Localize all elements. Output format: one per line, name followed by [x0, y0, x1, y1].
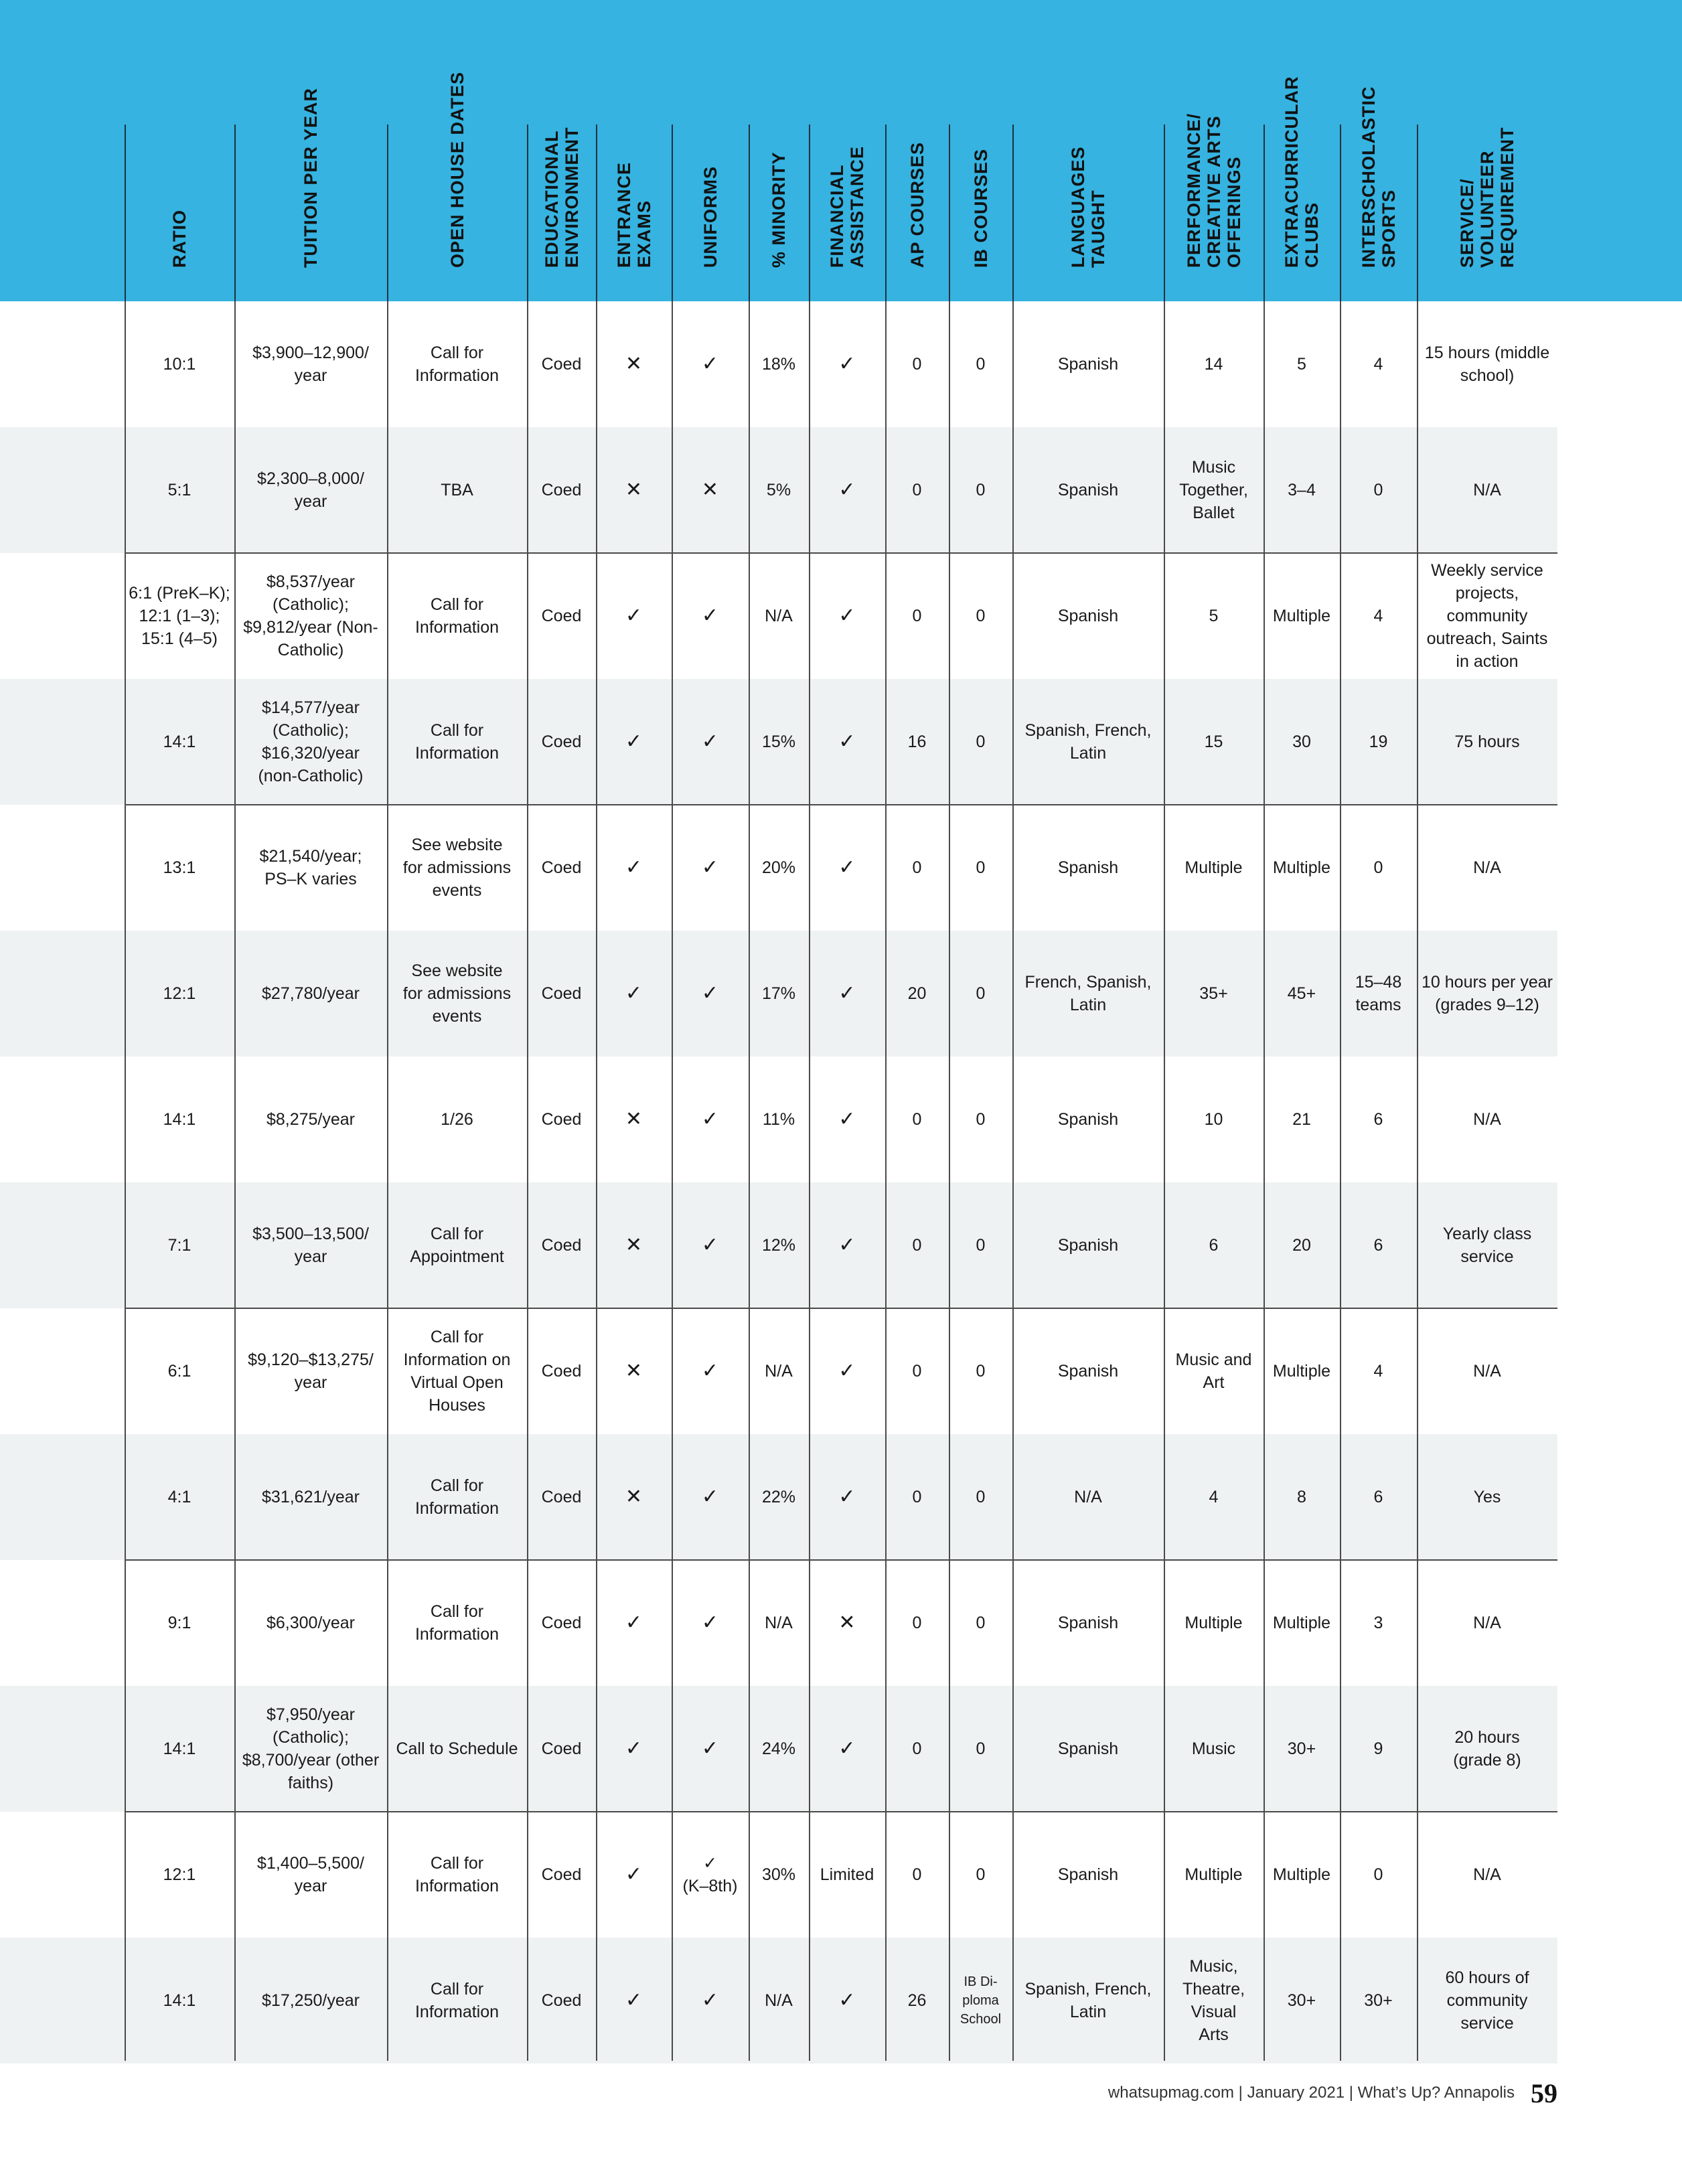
cell-arts: Multiple	[1184, 1614, 1243, 1632]
cell-ratio: 14:1	[163, 1110, 196, 1129]
cell-languages: N/A	[1074, 1488, 1102, 1506]
cell-entrance-exams: ✕	[625, 1108, 643, 1130]
cell-sports: 4	[1373, 607, 1383, 625]
header-divider	[949, 125, 950, 301]
cell-entrance-exams: ✕	[625, 479, 643, 501]
cell-arts: Music, Theatre, Visual Arts	[1182, 1957, 1245, 2044]
cell-environment: Coed	[541, 607, 582, 625]
cell-service: 15 hours (middle school)	[1424, 343, 1550, 385]
cell-tuition: $3,900–12,900/ year	[252, 343, 369, 385]
header-uniforms: UNIFORMS	[700, 166, 720, 268]
cell-minority: 22%	[761, 1488, 796, 1506]
cell-ratio: 6:1 (PreK–K); 12:1 (1–3); 15:1 (4–5)	[129, 584, 230, 648]
cell-entrance-exams: ✕	[625, 1486, 643, 1508]
cell-uniforms: ✓	[701, 1989, 719, 2011]
header-ap-courses: AP COURSES	[907, 141, 927, 268]
cell-ib-courses: 0	[976, 1865, 986, 1884]
cell-tuition: $7,950/year (Catholic); $8,700/year (other faiths)	[242, 1705, 380, 1792]
cell-ib-courses: 0	[976, 984, 986, 1003]
cell-sports: 19	[1369, 732, 1388, 751]
cell-open-house: Call for Information	[414, 1980, 500, 2021]
cell-uniforms: ✓	[701, 982, 719, 1004]
cell-ib-courses: IB Di- ploma School	[960, 1974, 1002, 2027]
cell-arts: Multiple	[1184, 858, 1243, 877]
cell-sports: 3	[1373, 1614, 1383, 1632]
header-languages: LANGUAGES TAUGHT	[1068, 146, 1108, 268]
cell-environment: Coed	[541, 1110, 582, 1129]
cell-minority: N/A	[765, 607, 793, 625]
cell-ap-courses: 0	[912, 1865, 922, 1884]
group-divider	[125, 1811, 1557, 1812]
cell-environment: Coed	[541, 1739, 582, 1758]
cell-languages: Spanish, French, Latin	[1024, 1980, 1152, 2021]
header-service: SERVICE/ VOLUNTEER REQUIREMENT	[1457, 127, 1517, 268]
cell-entrance-exams: ✓	[625, 605, 643, 627]
cell-ratio: 14:1	[163, 1739, 196, 1758]
cell-languages: Spanish	[1057, 607, 1119, 625]
column-divider	[234, 301, 236, 2061]
cell-arts: Music Together, Ballet	[1179, 458, 1248, 522]
cell-ib-courses: 0	[976, 1614, 986, 1632]
cell-service: Yes	[1473, 1488, 1501, 1506]
cell-arts: Music	[1191, 1739, 1236, 1758]
cell-environment: Coed	[541, 1362, 582, 1381]
cell-entrance-exams: ✓	[625, 982, 643, 1004]
cell-sports: 30+	[1364, 1991, 1393, 2010]
cell-languages: Spanish	[1057, 1362, 1119, 1381]
cell-open-house: See website for admissions events	[402, 836, 512, 900]
cell-environment: Coed	[541, 858, 582, 877]
cell-environment: Coed	[541, 1488, 582, 1506]
cell-service: N/A	[1473, 1362, 1501, 1381]
footer-date: January 2021	[1247, 2084, 1345, 2102]
cell-minority: N/A	[765, 1991, 793, 2010]
cell-arts: 4	[1209, 1488, 1219, 1506]
header-minority: % MINORITY	[769, 151, 789, 268]
cell-languages: French, Spanish, Latin	[1024, 973, 1152, 1014]
cell-languages: Spanish, French, Latin	[1024, 721, 1152, 763]
cell-clubs: 30+	[1287, 1739, 1316, 1758]
cell-uniforms: ✓	[701, 1108, 719, 1130]
cell-open-house: Call for Information	[414, 595, 500, 637]
cell-ratio: 7:1	[167, 1236, 192, 1255]
cell-sports: 4	[1373, 1362, 1383, 1381]
cell-financial-assistance: ✓	[838, 982, 856, 1004]
group-divider	[125, 552, 1557, 554]
header-open-house: OPEN HOUSE DATES	[447, 71, 467, 268]
cell-open-house: See website for admissions events	[402, 961, 512, 1026]
cell-clubs: Multiple	[1272, 1614, 1331, 1632]
cell-open-house: Call for Appointment	[410, 1225, 504, 1266]
cell-arts: Multiple	[1184, 1865, 1243, 1884]
header-divider	[672, 125, 673, 301]
header-divider	[1012, 125, 1014, 301]
header-ib-courses: IB COURSES	[970, 148, 991, 268]
cell-uniforms: ✓	[701, 353, 719, 375]
cell-entrance-exams: ✓	[625, 1863, 643, 1885]
page-number: 59	[1531, 2078, 1557, 2108]
cell-minority: 12%	[761, 1236, 796, 1255]
cell-ib-courses: 0	[976, 1488, 986, 1506]
cell-environment: Coed	[541, 481, 582, 499]
header-divider	[1164, 125, 1165, 301]
cell-sports: 9	[1373, 1739, 1383, 1758]
cell-ap-courses: 20	[907, 984, 927, 1003]
column-divider	[387, 301, 388, 2061]
cell-clubs: 45+	[1287, 984, 1316, 1003]
header-divider	[596, 125, 597, 301]
cell-ib-courses: 0	[976, 607, 986, 625]
cell-minority: N/A	[765, 1362, 793, 1381]
cell-ap-courses: 26	[907, 1991, 927, 2010]
cell-entrance-exams: ✓	[625, 1612, 643, 1634]
header-ratio: RATIO	[169, 210, 189, 268]
cell-tuition: $1,400–5,500/ year	[257, 1854, 364, 1895]
header-clubs: EXTRACURRICULAR CLUBS	[1282, 76, 1322, 268]
cell-open-house: Call for Information	[414, 721, 500, 763]
group-divider	[125, 804, 1557, 805]
cell-arts: 35+	[1199, 984, 1228, 1003]
cell-financial-assistance: ✓	[838, 353, 856, 375]
cell-ratio: 12:1	[163, 984, 196, 1003]
cell-open-house: Call for Information on Virtual Open Houses	[403, 1328, 511, 1415]
cell-financial-assistance: ✓	[838, 730, 856, 753]
cell-uniforms: ✕	[701, 479, 719, 501]
cell-languages: Spanish	[1057, 481, 1119, 499]
cell-ib-courses: 0	[976, 1236, 986, 1255]
cell-tuition: $2,300–8,000/ year	[257, 469, 364, 511]
cell-ap-courses: 0	[912, 355, 922, 374]
header-divider	[1417, 125, 1418, 301]
cell-sports: 6	[1373, 1488, 1383, 1506]
cell-open-house: Call to Schedule	[396, 1739, 518, 1758]
column-divider	[885, 301, 887, 2061]
cell-ib-courses: 0	[976, 1739, 986, 1758]
header-entrance-exams: ENTRANCE EXAMS	[613, 161, 654, 268]
header-financial-assistance: FINANCIAL ASSISTANCE	[827, 145, 867, 268]
cell-arts: 6	[1209, 1236, 1219, 1255]
header-divider	[234, 125, 236, 301]
cell-ib-courses: 0	[976, 1362, 986, 1381]
header-divider	[527, 125, 528, 301]
cell-minority: 30%	[761, 1865, 796, 1884]
cell-service: 60 hours of community service	[1445, 1968, 1529, 2033]
cell-service: N/A	[1473, 1614, 1501, 1632]
cell-ap-courses: 0	[912, 607, 922, 625]
cell-uniforms: ✓	[701, 730, 719, 753]
cell-financial-assistance: ✓	[838, 605, 856, 627]
header-divider	[809, 125, 810, 301]
cell-minority: 18%	[761, 355, 796, 374]
cell-arts: 14	[1204, 355, 1223, 374]
cell-entrance-exams: ✓	[625, 1989, 643, 2011]
header-divider	[885, 125, 887, 301]
cell-minority: 11%	[762, 1110, 795, 1129]
column-divider	[1264, 301, 1265, 2061]
cell-environment: Coed	[541, 732, 582, 751]
cell-minority: 17%	[761, 984, 796, 1003]
cell-clubs: Multiple	[1272, 1362, 1331, 1381]
cell-clubs: 30+	[1287, 1991, 1316, 2010]
cell-languages: Spanish	[1057, 1739, 1119, 1758]
cell-service: N/A	[1473, 1110, 1501, 1129]
cell-languages: Spanish	[1057, 858, 1119, 877]
column-divider	[1164, 301, 1165, 2061]
cell-tuition: $8,537/year (Catholic); $9,812/year (Non- Catholic)	[243, 572, 378, 659]
header-divider	[125, 125, 126, 301]
cell-tuition: $9,120–$13,275/ year	[248, 1350, 374, 1392]
header-divider	[1264, 125, 1265, 301]
cell-financial-assistance: ✓	[838, 1360, 856, 1382]
cell-tuition: $31,621/year	[262, 1488, 360, 1506]
cell-minority: N/A	[765, 1614, 793, 1632]
header-band-extension	[1557, 0, 1682, 301]
column-divider	[596, 301, 597, 2061]
cell-clubs: Multiple	[1272, 858, 1331, 877]
cell-environment: Coed	[541, 1865, 582, 1884]
cell-ratio: 9:1	[167, 1614, 192, 1632]
cell-ap-courses: 0	[912, 481, 922, 499]
cell-clubs: 30	[1292, 732, 1311, 751]
column-divider	[125, 301, 126, 2061]
cell-tuition: $14,577/year (Catholic); $16,320/year (non-Catholic)	[258, 698, 364, 785]
cell-tuition: $3,500–13,500/ year	[252, 1225, 369, 1266]
cell-environment: Coed	[541, 984, 582, 1003]
cell-minority: 20%	[761, 858, 796, 877]
cell-environment: Coed	[541, 355, 582, 374]
cell-entrance-exams: ✓	[625, 1737, 643, 1760]
footer-site: whatsupmag.com	[1107, 2084, 1235, 2102]
header-arts: PERFORMANCE/ CREATIVE ARTS OFFERINGS	[1183, 112, 1244, 268]
cell-financial-assistance: ✓	[838, 479, 856, 501]
cell-uniforms: ✓	[701, 1234, 719, 1256]
header-sports: INTERSCHOLASTIC SPORTS	[1358, 86, 1399, 268]
cell-uniforms: ✓	[701, 1737, 719, 1760]
header-divider	[387, 125, 388, 301]
cell-ap-courses: 0	[912, 1739, 922, 1758]
cell-arts: 5	[1209, 607, 1219, 625]
cell-service: N/A	[1473, 858, 1501, 877]
footer-separator: |	[1234, 2084, 1247, 2102]
cell-financial-assistance: ✓	[838, 1989, 856, 2011]
cell-uniforms: ✓	[701, 1612, 719, 1634]
cell-service: 10 hours per year (grades 9–12)	[1422, 973, 1553, 1014]
cell-ap-courses: 0	[912, 1236, 922, 1255]
footer-separator: |	[1345, 2084, 1358, 2102]
column-divider	[1340, 301, 1341, 2061]
cell-tuition: $6,300/year	[266, 1614, 356, 1632]
cell-service: N/A	[1473, 1865, 1501, 1884]
group-divider	[125, 1559, 1557, 1561]
cell-ap-courses: 0	[912, 858, 922, 877]
cell-uniforms: ✓ (K–8th)	[682, 1854, 738, 1895]
cell-uniforms: ✓	[701, 605, 719, 627]
cell-tuition: $21,540/year; PS–K varies	[259, 847, 362, 888]
cell-open-house: Call for Information	[414, 1854, 500, 1895]
cell-open-house: 1/26	[441, 1110, 473, 1129]
cell-clubs: 5	[1297, 355, 1306, 374]
cell-uniforms: ✓	[701, 856, 719, 878]
cell-ratio: 12:1	[163, 1865, 196, 1884]
cell-entrance-exams: ✕	[625, 1234, 643, 1256]
cell-service: Yearly class service	[1442, 1225, 1532, 1266]
cell-minority: 15%	[761, 732, 796, 751]
header-tuition: TUITION PER YEAR	[301, 87, 321, 268]
cell-ratio: 4:1	[167, 1488, 192, 1506]
cell-ap-courses: 0	[912, 1614, 922, 1632]
cell-sports: 15–48 teams	[1355, 973, 1402, 1014]
cell-clubs: Multiple	[1272, 1865, 1331, 1884]
cell-uniforms: ✓	[701, 1486, 719, 1508]
cell-financial-assistance: ✓	[838, 856, 856, 878]
cell-arts: 10	[1204, 1110, 1223, 1129]
cell-minority: 5%	[766, 481, 791, 499]
cell-sports: 6	[1373, 1236, 1383, 1255]
cell-ratio: 14:1	[163, 1991, 196, 2010]
cell-ap-courses: 0	[912, 1110, 922, 1129]
cell-sports: 0	[1373, 1865, 1383, 1884]
cell-ap-courses: 0	[912, 1488, 922, 1506]
cell-languages: Spanish	[1057, 1614, 1119, 1632]
cell-tuition: $8,275/year	[266, 1110, 356, 1129]
header-divider	[749, 125, 750, 301]
cell-arts: Music and Art	[1175, 1350, 1252, 1392]
column-divider	[1012, 301, 1014, 2061]
cell-clubs: 21	[1292, 1110, 1311, 1129]
cell-service: Weekly service projects, community outreach, Saints in action	[1426, 561, 1548, 671]
column-divider	[527, 301, 528, 2061]
cell-service: N/A	[1473, 481, 1501, 499]
cell-ib-courses: 0	[976, 732, 986, 751]
cell-financial-assistance: ✓	[838, 1486, 856, 1508]
cell-environment: Coed	[541, 1614, 582, 1632]
cell-ratio: 6:1	[167, 1362, 192, 1381]
cell-financial-assistance: ✓	[838, 1234, 856, 1256]
cell-environment: Coed	[541, 1991, 582, 2010]
cell-ratio: 10:1	[163, 355, 196, 374]
cell-financial-assistance: ✓	[838, 1737, 856, 1760]
cell-tuition: $17,250/year	[262, 1991, 360, 2010]
cell-uniforms: ✓	[701, 1360, 719, 1382]
cell-languages: Spanish	[1057, 355, 1119, 374]
cell-arts: 15	[1204, 732, 1223, 751]
column-divider	[1417, 301, 1418, 2061]
cell-ib-courses: 0	[976, 481, 986, 499]
footer-magazine: What’s Up? Annapolis	[1357, 2084, 1515, 2102]
cell-languages: Spanish	[1057, 1236, 1119, 1255]
cell-ratio: 14:1	[163, 732, 196, 751]
cell-clubs: 3–4	[1288, 481, 1316, 499]
cell-open-house: Call for Information	[414, 343, 500, 385]
page-footer	[1108, 2073, 1557, 2113]
cell-service: 75 hours	[1454, 732, 1520, 751]
cell-ap-courses: 0	[912, 1362, 922, 1381]
cell-sports: 0	[1373, 858, 1383, 877]
cell-entrance-exams: ✕	[625, 1360, 643, 1382]
cell-ib-courses: 0	[976, 355, 986, 374]
column-divider	[672, 301, 673, 2061]
cell-ap-courses: 16	[907, 732, 927, 751]
cell-clubs: 8	[1297, 1488, 1306, 1506]
cell-service: 20 hours (grade 8)	[1453, 1728, 1521, 1770]
cell-entrance-exams: ✕	[625, 353, 643, 375]
cell-financial-assistance: Limited	[820, 1865, 874, 1884]
cell-open-house: Call for Information	[414, 1476, 500, 1518]
column-divider	[809, 301, 810, 2061]
cell-clubs: 20	[1292, 1236, 1311, 1255]
cell-entrance-exams: ✓	[625, 856, 643, 878]
cell-clubs: Multiple	[1272, 607, 1331, 625]
header-divider	[1340, 125, 1341, 301]
cell-entrance-exams: ✓	[625, 730, 643, 753]
cell-ratio: 13:1	[163, 858, 196, 877]
cell-minority: 24%	[761, 1739, 796, 1758]
cell-sports: 0	[1373, 481, 1383, 499]
column-divider	[949, 301, 950, 2061]
cell-languages: Spanish	[1057, 1110, 1119, 1129]
cell-financial-assistance: ✕	[838, 1612, 856, 1634]
cell-open-house: TBA	[441, 481, 473, 499]
cell-financial-assistance: ✓	[838, 1108, 856, 1130]
cell-sports: 4	[1373, 355, 1383, 374]
cell-ratio: 5:1	[167, 481, 192, 499]
header-environment: EDUCATIONAL ENVIRONMENT	[541, 127, 582, 268]
cell-open-house: Call for Information	[414, 1602, 500, 1644]
column-divider	[749, 301, 750, 2061]
cell-ib-courses: 0	[976, 1110, 986, 1129]
group-divider	[125, 1308, 1557, 1309]
cell-environment: Coed	[541, 1236, 582, 1255]
cell-languages: Spanish	[1057, 1865, 1119, 1884]
cell-ib-courses: 0	[976, 858, 986, 877]
cell-tuition: $27,780/year	[262, 984, 360, 1003]
cell-sports: 6	[1373, 1110, 1383, 1129]
